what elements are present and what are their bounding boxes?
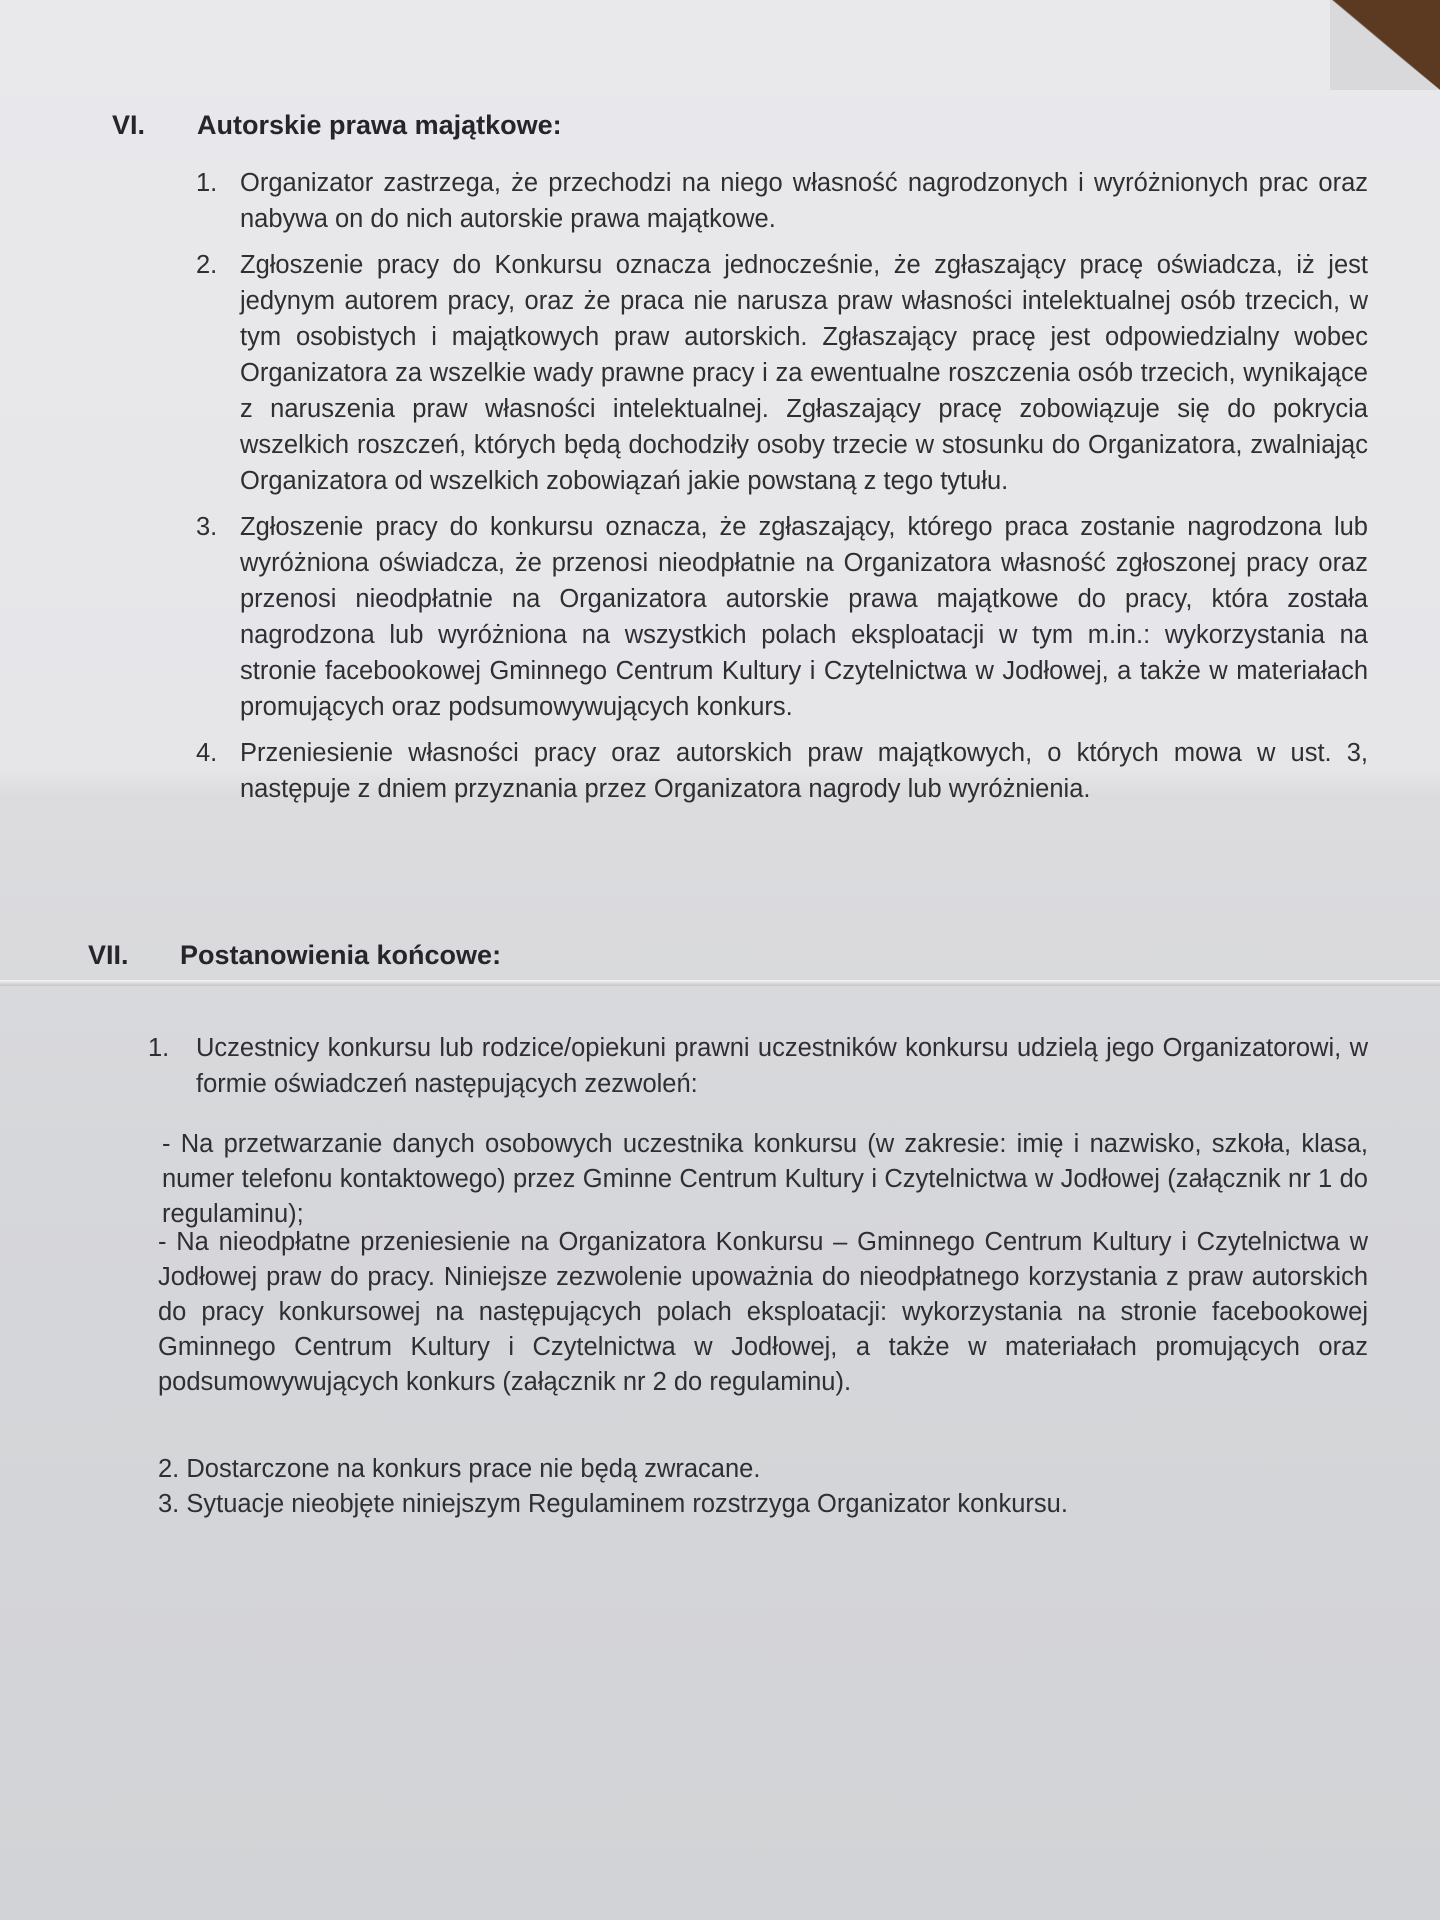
section-vi-list xyxy=(196,165,1368,817)
list-item-number: 1. xyxy=(196,169,218,197)
list-item-text: Zgłoszenie pracy do Konkursu oznacza jednocześnie, że zgłaszający pracę oświadcza, iż jest jedynym autorem pracy, oraz że praca nie narusza praw własności intelektualnej osób trzecich, w tym osobistych i majątkowych praw autorskich. Zgłaszający pracę jest odpowiedzialny wobec Organizatora za wszelkie wady prawne pracy i za ewentualne roszczenia osób trzecich, wynikające z naruszenia praw własności intelektualnej. Zgłaszający pracę zobowiązuje się do pokrycia wszelkich roszczeń, których będą dochodziły osoby trzecie w stosunku do Organizatora, zwalniając Organizatora od wszelkich zobowiązań jakie powstaną z tego tytułu. xyxy=(240,251,1368,495)
consent-personal-data xyxy=(162,1127,1368,1232)
list-item xyxy=(196,165,1368,237)
section-vi-heading xyxy=(112,110,1372,141)
list-item-number: 3. xyxy=(196,513,218,541)
section-vi-title: Autorskie prawa majątkowe: xyxy=(197,110,562,140)
consent-rights-transfer xyxy=(158,1225,1368,1400)
consent-rights-transfer-text: - Na nieodpłatne przeniesienie na Organizatora Konkursu – Gminnego Centrum Kultury i Czytelnictwa w Jodłowej praw do pracy. Niniejsze zezwolenie upoważnia do nieodpłatnego korzystania z praw autorskich do pracy konkursowej na następujących polach eksploatacji: wykorzystania na stronie facebookowej Gminnego Centrum Kultury i Czytelnictwa w Jodłowej, a także w materiałach promujących oraz podsumowywujących konkurs (załącznik nr 2 do regulaminu). xyxy=(158,1228,1368,1396)
consent-personal-data-text: - Na przetwarzanie danych osobowych uczestnika konkursu (w zakresie: imię i nazwisko, szkoła, klasa, numer telefonu kontaktowego) przez Gminne Centrum Kultury i Czytelnictwa w Jodłowej (załącznik nr 1 do regulaminu); xyxy=(162,1130,1368,1228)
final-item-3-text: 3. Sytuacje nieobjęte niniejszym Regulaminem rozstrzyga Organizator konkursu. xyxy=(158,1490,1068,1518)
list-item-number: 1. xyxy=(148,1034,170,1062)
list-item xyxy=(196,735,1368,807)
section-vii xyxy=(88,940,1368,971)
list-item-text: Uczestnicy konkursu lub rodzice/opiekuni prawni uczestników konkursu udzielą jego Organizatorowi, w formie oświadczeń następujących zezwoleń: xyxy=(196,1034,1368,1098)
section-vi-number: VI. xyxy=(112,110,146,140)
final-item-3 xyxy=(158,1487,1368,1522)
section-vii-number: VII. xyxy=(88,940,129,970)
section-vii-body xyxy=(148,1030,1368,1102)
list-item xyxy=(196,509,1368,725)
list-item xyxy=(196,247,1368,499)
list-item-text: Przeniesienie własności pracy oraz autorskich praw majątkowych, o których mowa w ust. 3, następuje z dniem przyznania przez Organizatora nagrody lub wyróżnienia. xyxy=(240,739,1368,803)
final-item-2-text: 2. Dostarczone na konkurs prace nie będą zwracane. xyxy=(158,1455,761,1483)
list-item-number: 4. xyxy=(196,739,218,767)
list-item-number: 2. xyxy=(196,251,218,279)
final-item-2 xyxy=(158,1452,1368,1487)
list-item-text: Zgłoszenie pracy do konkursu oznacza, że zgłaszający, którego praca zostanie nagrodzona lub wyróżniona oświadcza, że przenosi nieodpłatnie na Organizatora własność zgłoszonej pracy oraz przenosi nieodpłatnie na Organizatora autorskie prawa majątkowe do pracy, która została nagrodzona lub wyróżniona na wszystkich polach eksploatacji w tym m.in.: wykorzystania na stronie facebookowej Gminnego Centrum Kultury i Czytelnictwa w Jodłowej, a także w materiałach promujących oraz podsumowywujących konkurs. xyxy=(240,513,1368,721)
section-vi xyxy=(112,110,1372,141)
paper-fold-line xyxy=(0,980,1440,986)
section-vii-heading xyxy=(88,940,1368,971)
section-vii-title: Postanowienia końcowe: xyxy=(180,940,502,970)
list-item-text: Organizator zastrzega, że przechodzi na niego własność nagrodzonych i wyróżnionych prac oraz nabywa on do nich autorskie prawa majątkowe. xyxy=(240,169,1368,233)
list-item xyxy=(148,1030,1368,1102)
page-corner-fold xyxy=(1330,0,1440,90)
